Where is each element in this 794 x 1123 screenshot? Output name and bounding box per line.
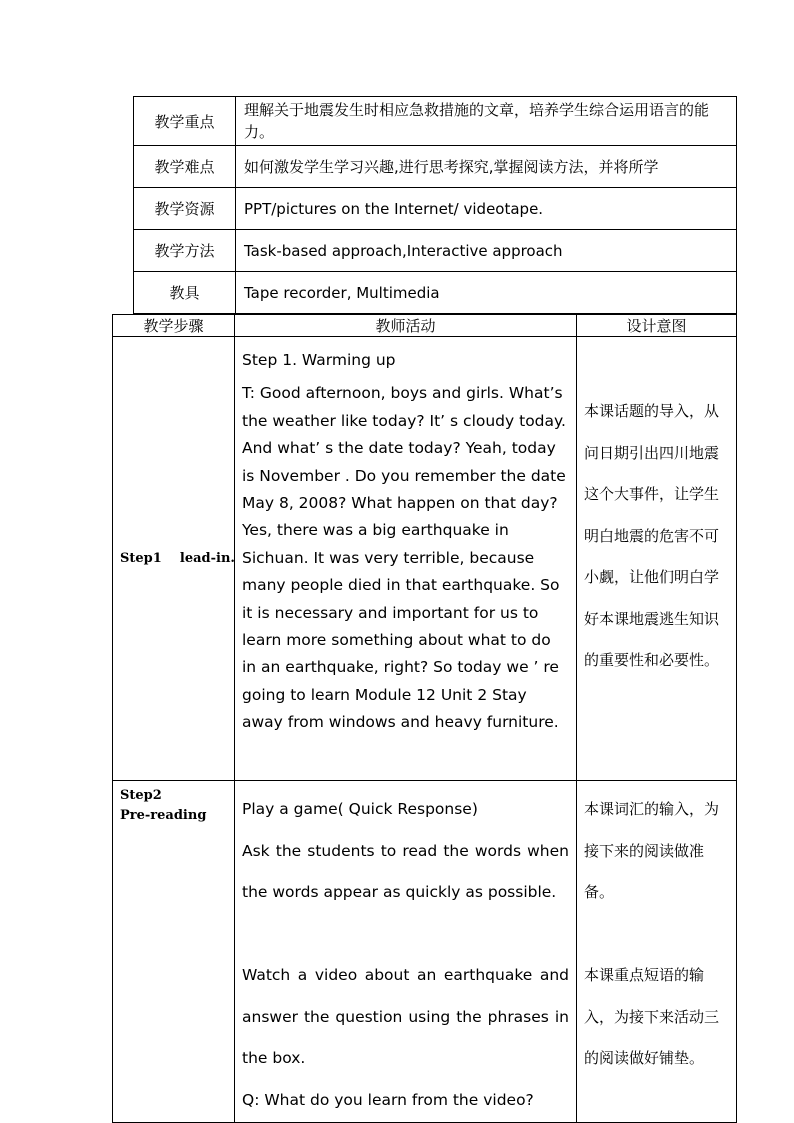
value-difficult-points: 如何激发学生学习兴趣,进行思考探究,掌握阅读方法，并将所学 [235,145,737,188]
step2-design-spacer [584,914,732,956]
label-difficult-points: 教学难点 [133,145,236,188]
header-teacher-activity: 教师活动 [234,314,577,337]
step2-label: Step2 Pre-reading [112,780,235,1123]
step1-design-intent: 本课话题的导入，从问日期引出四川地震这个大事件，让学生明白地震的危害不可小觑，让他们明白学好本课地震逃生知识的重要性和必要性。 [576,336,737,781]
step2-spacer [242,914,569,956]
value-key-points: 理解关于地震发生时相应急救措施的文章，培养学生综合运用语言的能力。 [235,96,737,146]
value-methods: Task-based approach,Interactive approach [235,229,737,272]
step1-body: T: Good afternoon, boys and girls. What’s the weather like today? It’ s cloudy today. And what’ s the date today? Yeah, today is November . Do you remember the date May 8, 2008? What happen on that day? Yes, there was a big earthquake in Sichuan. It was very terrible, because many people died in that earthquake. So it is necessary and important for us to learn more something about what to do in an earthquake, right? So today we ’ re going to learn Module 12 Unit 2 Stay away from windows and heavy furniture. [242,384,566,732]
label-key-points: 教学重点 [133,96,236,146]
step2-question: Q: What do you learn from the video? [242,1090,534,1109]
step2-ask: Ask the students to read the words when the words appear as quickly as possible. [242,841,569,901]
step1-label: Step1 lead-in. [112,336,235,781]
header-step: 教学步骤 [112,314,235,337]
label-resources: 教学资源 [133,187,236,230]
step2-game: Play a game( Quick Response) [242,800,478,818]
step1-teacher-activity [234,336,577,781]
step2-watch: Watch a video about an earthquake and answer the question using the phrases in the box. [242,966,569,1067]
value-teaching-aids: Tape recorder, Multimedia [235,271,737,314]
value-resources: PPT/pictures on the Internet/ videotape. [235,187,737,230]
label-teaching-aids: 教具 [133,271,236,314]
label-methods: 教学方法 [133,229,236,272]
step2-design-intent: 本课词汇的输入，为接下来的阅读做准备。 本课重点短语的输入，为接下来活动三的阅读做好铺垫。 [576,780,737,1123]
step2-teacher-activity [234,780,577,1123]
step1-title: Step 1. Warming up [242,351,396,369]
header-design-intent: 设计意图 [576,314,737,337]
